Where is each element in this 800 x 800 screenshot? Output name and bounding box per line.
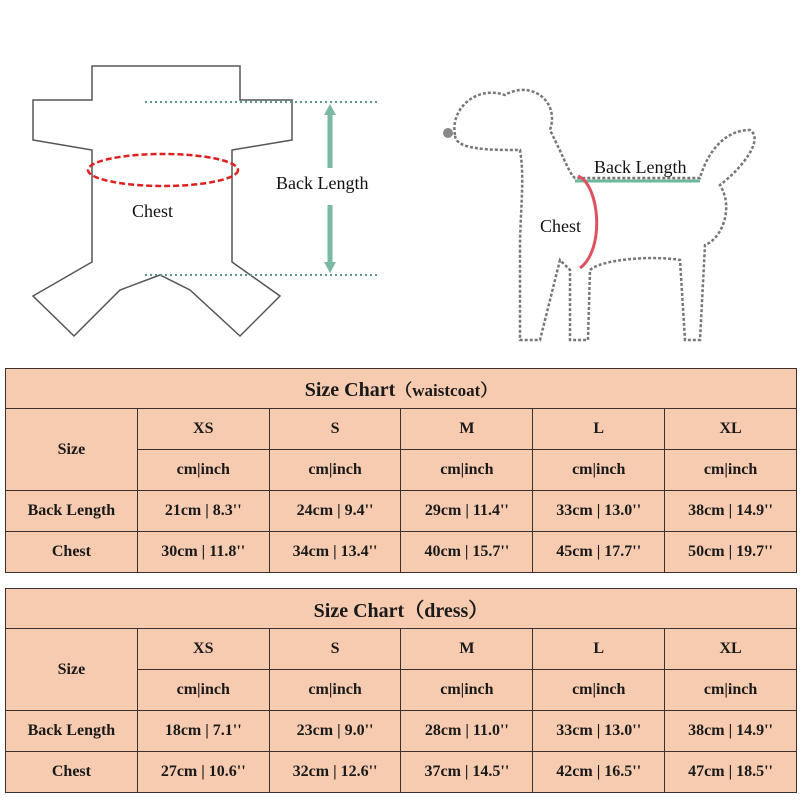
size-l: L	[533, 409, 665, 450]
unit-label: cm|inch	[665, 670, 797, 711]
dog-outline	[454, 90, 754, 340]
cell: 27cm | 10.6''	[137, 752, 269, 793]
size-m: M	[401, 629, 533, 670]
unit-label: cm|inch	[533, 670, 665, 711]
unit-label: cm|inch	[269, 450, 401, 491]
unit-label: cm|inch	[665, 450, 797, 491]
cell: 47cm | 18.5''	[665, 752, 797, 793]
cell: 37cm | 14.5''	[401, 752, 533, 793]
unit-label: cm|inch	[401, 450, 533, 491]
cell: 50cm | 19.7''	[665, 532, 797, 573]
cell: 32cm | 12.6''	[269, 752, 401, 793]
size-xs: XS	[137, 629, 269, 670]
cell: 33cm | 13.0''	[533, 491, 665, 532]
size-chart-dress	[5, 588, 797, 793]
row-label: Back Length	[6, 491, 138, 532]
cell: 18cm | 7.1''	[137, 711, 269, 752]
cell: 38cm | 14.9''	[665, 711, 797, 752]
unit-label: cm|inch	[137, 670, 269, 711]
row-label: Back Length	[6, 711, 138, 752]
unit-label: cm|inch	[137, 450, 269, 491]
size-xs: XS	[137, 409, 269, 450]
size-xl: XL	[665, 629, 797, 670]
dog-chest-label: Chest	[540, 216, 582, 236]
garment-chest-label: Chest	[132, 201, 174, 221]
cell: 33cm | 13.0''	[533, 711, 665, 752]
cell: 21cm | 8.3''	[137, 491, 269, 532]
row-label: Chest	[6, 752, 138, 793]
cell: 28cm | 11.0''	[401, 711, 533, 752]
cell: 42cm | 16.5''	[533, 752, 665, 793]
size-m: M	[401, 409, 533, 450]
size-s: S	[269, 409, 401, 450]
size-header: Size	[6, 409, 138, 491]
row-label: Chest	[6, 532, 138, 573]
unit-label: cm|inch	[401, 670, 533, 711]
size-l: L	[533, 629, 665, 670]
size-chart-waistcoat	[5, 368, 797, 573]
table-row	[6, 752, 797, 793]
garment-back-length-label: Back Length	[276, 173, 369, 193]
table-row	[6, 711, 797, 752]
unit-label: cm|inch	[533, 450, 665, 491]
size-header: Size	[6, 629, 138, 711]
unit-label: cm|inch	[269, 670, 401, 711]
cell: 30cm | 11.8''	[137, 532, 269, 573]
cell: 23cm | 9.0''	[269, 711, 401, 752]
cell: 29cm | 11.4''	[401, 491, 533, 532]
size-s: S	[269, 629, 401, 670]
cell: 38cm | 14.9''	[665, 491, 797, 532]
size-xl: XL	[665, 409, 797, 450]
cell: 34cm | 13.4''	[269, 532, 401, 573]
cell: 45cm | 17.7''	[533, 532, 665, 573]
dog-back-length-label: Back Length	[594, 157, 687, 177]
cell: 24cm | 9.4''	[269, 491, 401, 532]
measurement-illustration	[0, 0, 800, 360]
cell: 40cm | 15.7''	[401, 532, 533, 573]
table-row	[6, 491, 797, 532]
table-title: Size Chart（waistcoat）	[6, 369, 797, 409]
table-title: Size Chart（dress）	[6, 589, 797, 629]
table-row	[6, 532, 797, 573]
